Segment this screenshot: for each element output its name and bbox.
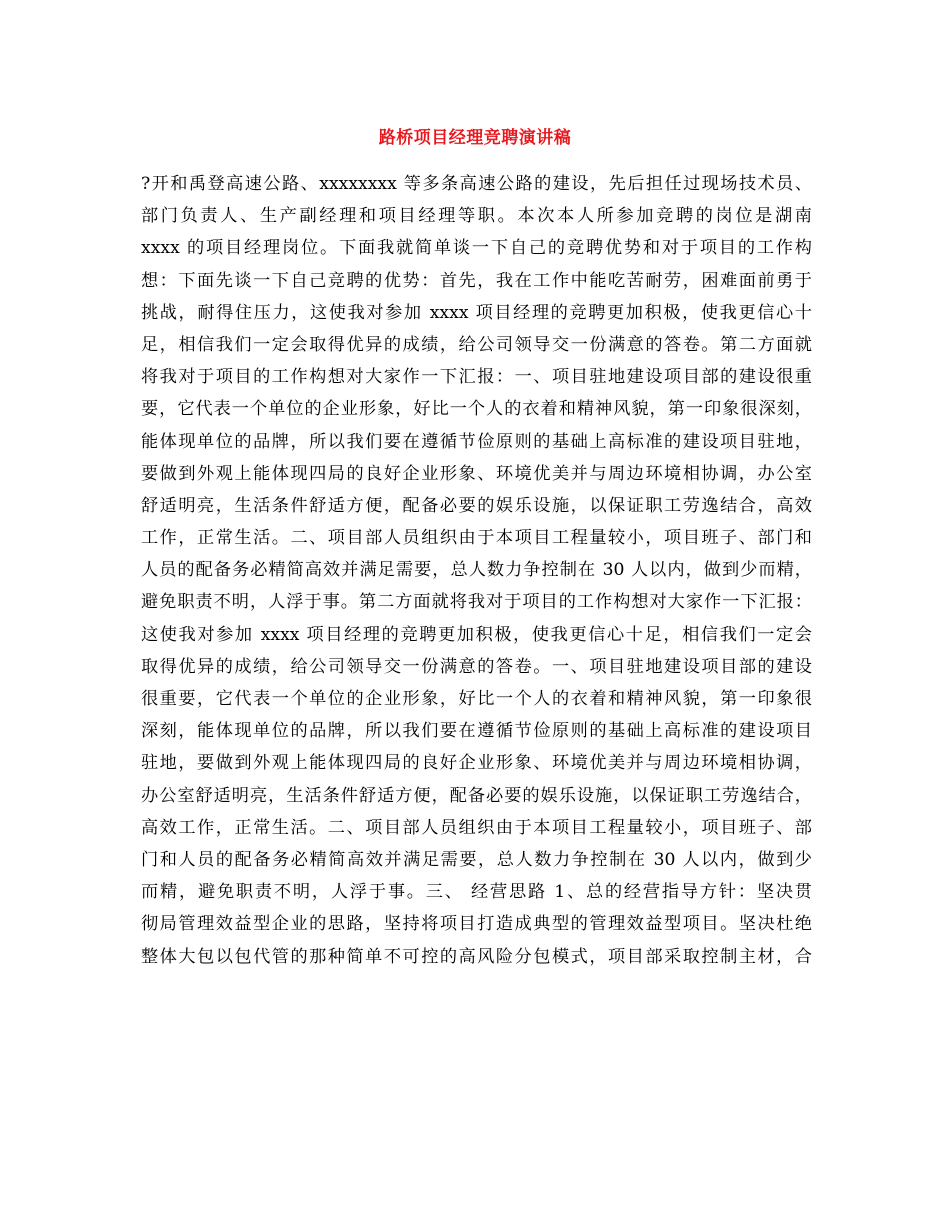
body-line: 而精，避免职责不明，人浮于事。三、 经营思路 1、总的经营指导方针：坚决贯 [141, 882, 812, 903]
body-line: 要，它代表一个单位的企业形象，好比一个人的衣着和精神风貌，第一印象很深刻， [141, 399, 812, 420]
body-line: 取得优异的成绩，给公司领导交一份满意的答卷。一、项目驻地建设项目部的建设 [141, 656, 812, 677]
body-line: 想：下面先谈一下自己竞聘的优势：首先，我在工作中能吃苦耐劳，困难面前勇于 [141, 270, 812, 291]
body-line: 部门负责人、生产副经理和项目经理等职。本次本人所参加竞聘的岗位是湖南 [141, 206, 812, 227]
body-line: 整体大包以包代管的那种简单不可控的高风险分包模式，项目部采取控制主材，合 [141, 946, 812, 967]
body-line: 舒适明亮，生活条件舒适方便，配备必要的娱乐设施，以保证职工劳逸结合，高效 [141, 495, 812, 516]
body-line: 办公室舒适明亮，生活条件舒适方便，配备必要的娱乐设施，以保证职工劳逸结合， [141, 785, 812, 806]
body-line: xxxx 的项目经理岗位。下面我就简单谈一下自己的竞聘优势和对于项目的工作构 [141, 238, 812, 259]
body-line: 将我对于项目的工作构想对大家作一下汇报：一、项目驻地建设项目部的建设很重 [141, 367, 812, 388]
body-line: 高效工作，正常生活。二、项目部人员组织由于本项目工程量较小，项目班子、部 [141, 817, 812, 838]
body-line: 挑战，耐得住压力，这使我对参加 xxxx 项目经理的竞聘更加积极，使我更信心十 [141, 302, 812, 323]
body-line: 深刻，能体现单位的品牌，所以我们要在遵循节俭原则的基础上高标准的建设项目 [141, 721, 812, 742]
body-line: 彻局管理效益型企业的思路，坚持将项目打造成典型的管理效益型项目。坚决杜绝 [141, 914, 812, 935]
body-line: 能体现单位的品牌，所以我们要在遵循节俭原则的基础上高标准的建设项目驻地， [141, 431, 812, 452]
document-title: 路桥项目经理竞聘演讲稿 [378, 128, 572, 148]
body-line: 工作，正常生活。二、项目部人员组织由于本项目工程量较小，项目班子、部门和 [141, 528, 812, 549]
body-line: 足，相信我们一定会取得优异的成绩，给公司领导交一份满意的答卷。第二方面就 [141, 334, 812, 355]
body-line: 驻地，要做到外观上能体现四局的良好企业形象、环境优美并与周边环境相协调， [141, 753, 812, 774]
body-line: 避免职责不明，人浮于事。第二方面就将我对于项目的工作构想对大家作一下汇报： [141, 592, 812, 613]
body-line: ?开和禹登高速公路、xxxxxxxx 等多条高速公路的建设，先后担任过现场技术员、 [141, 174, 812, 194]
body-line: 要做到外观上能体现四局的良好企业形象、环境优美并与周边环境相协调，办公室 [141, 463, 812, 484]
body-line: 门和人员的配备务必精简高效并满足需要，总人数力争控制在 30 人以内，做到少 [141, 849, 812, 870]
body-line: 很重要，它代表一个单位的企业形象，好比一个人的衣着和精神风貌，第一印象很 [141, 689, 812, 709]
document-body [141, 168, 812, 973]
body-line: 这使我对参加 xxxx 项目经理的竞聘更加积极，使我更信心十足，相信我们一定会 [141, 624, 812, 645]
body-line: 人员的配备务必精简高效并满足需要，总人数力争控制在 30 人以内，做到少而精， [141, 560, 812, 581]
